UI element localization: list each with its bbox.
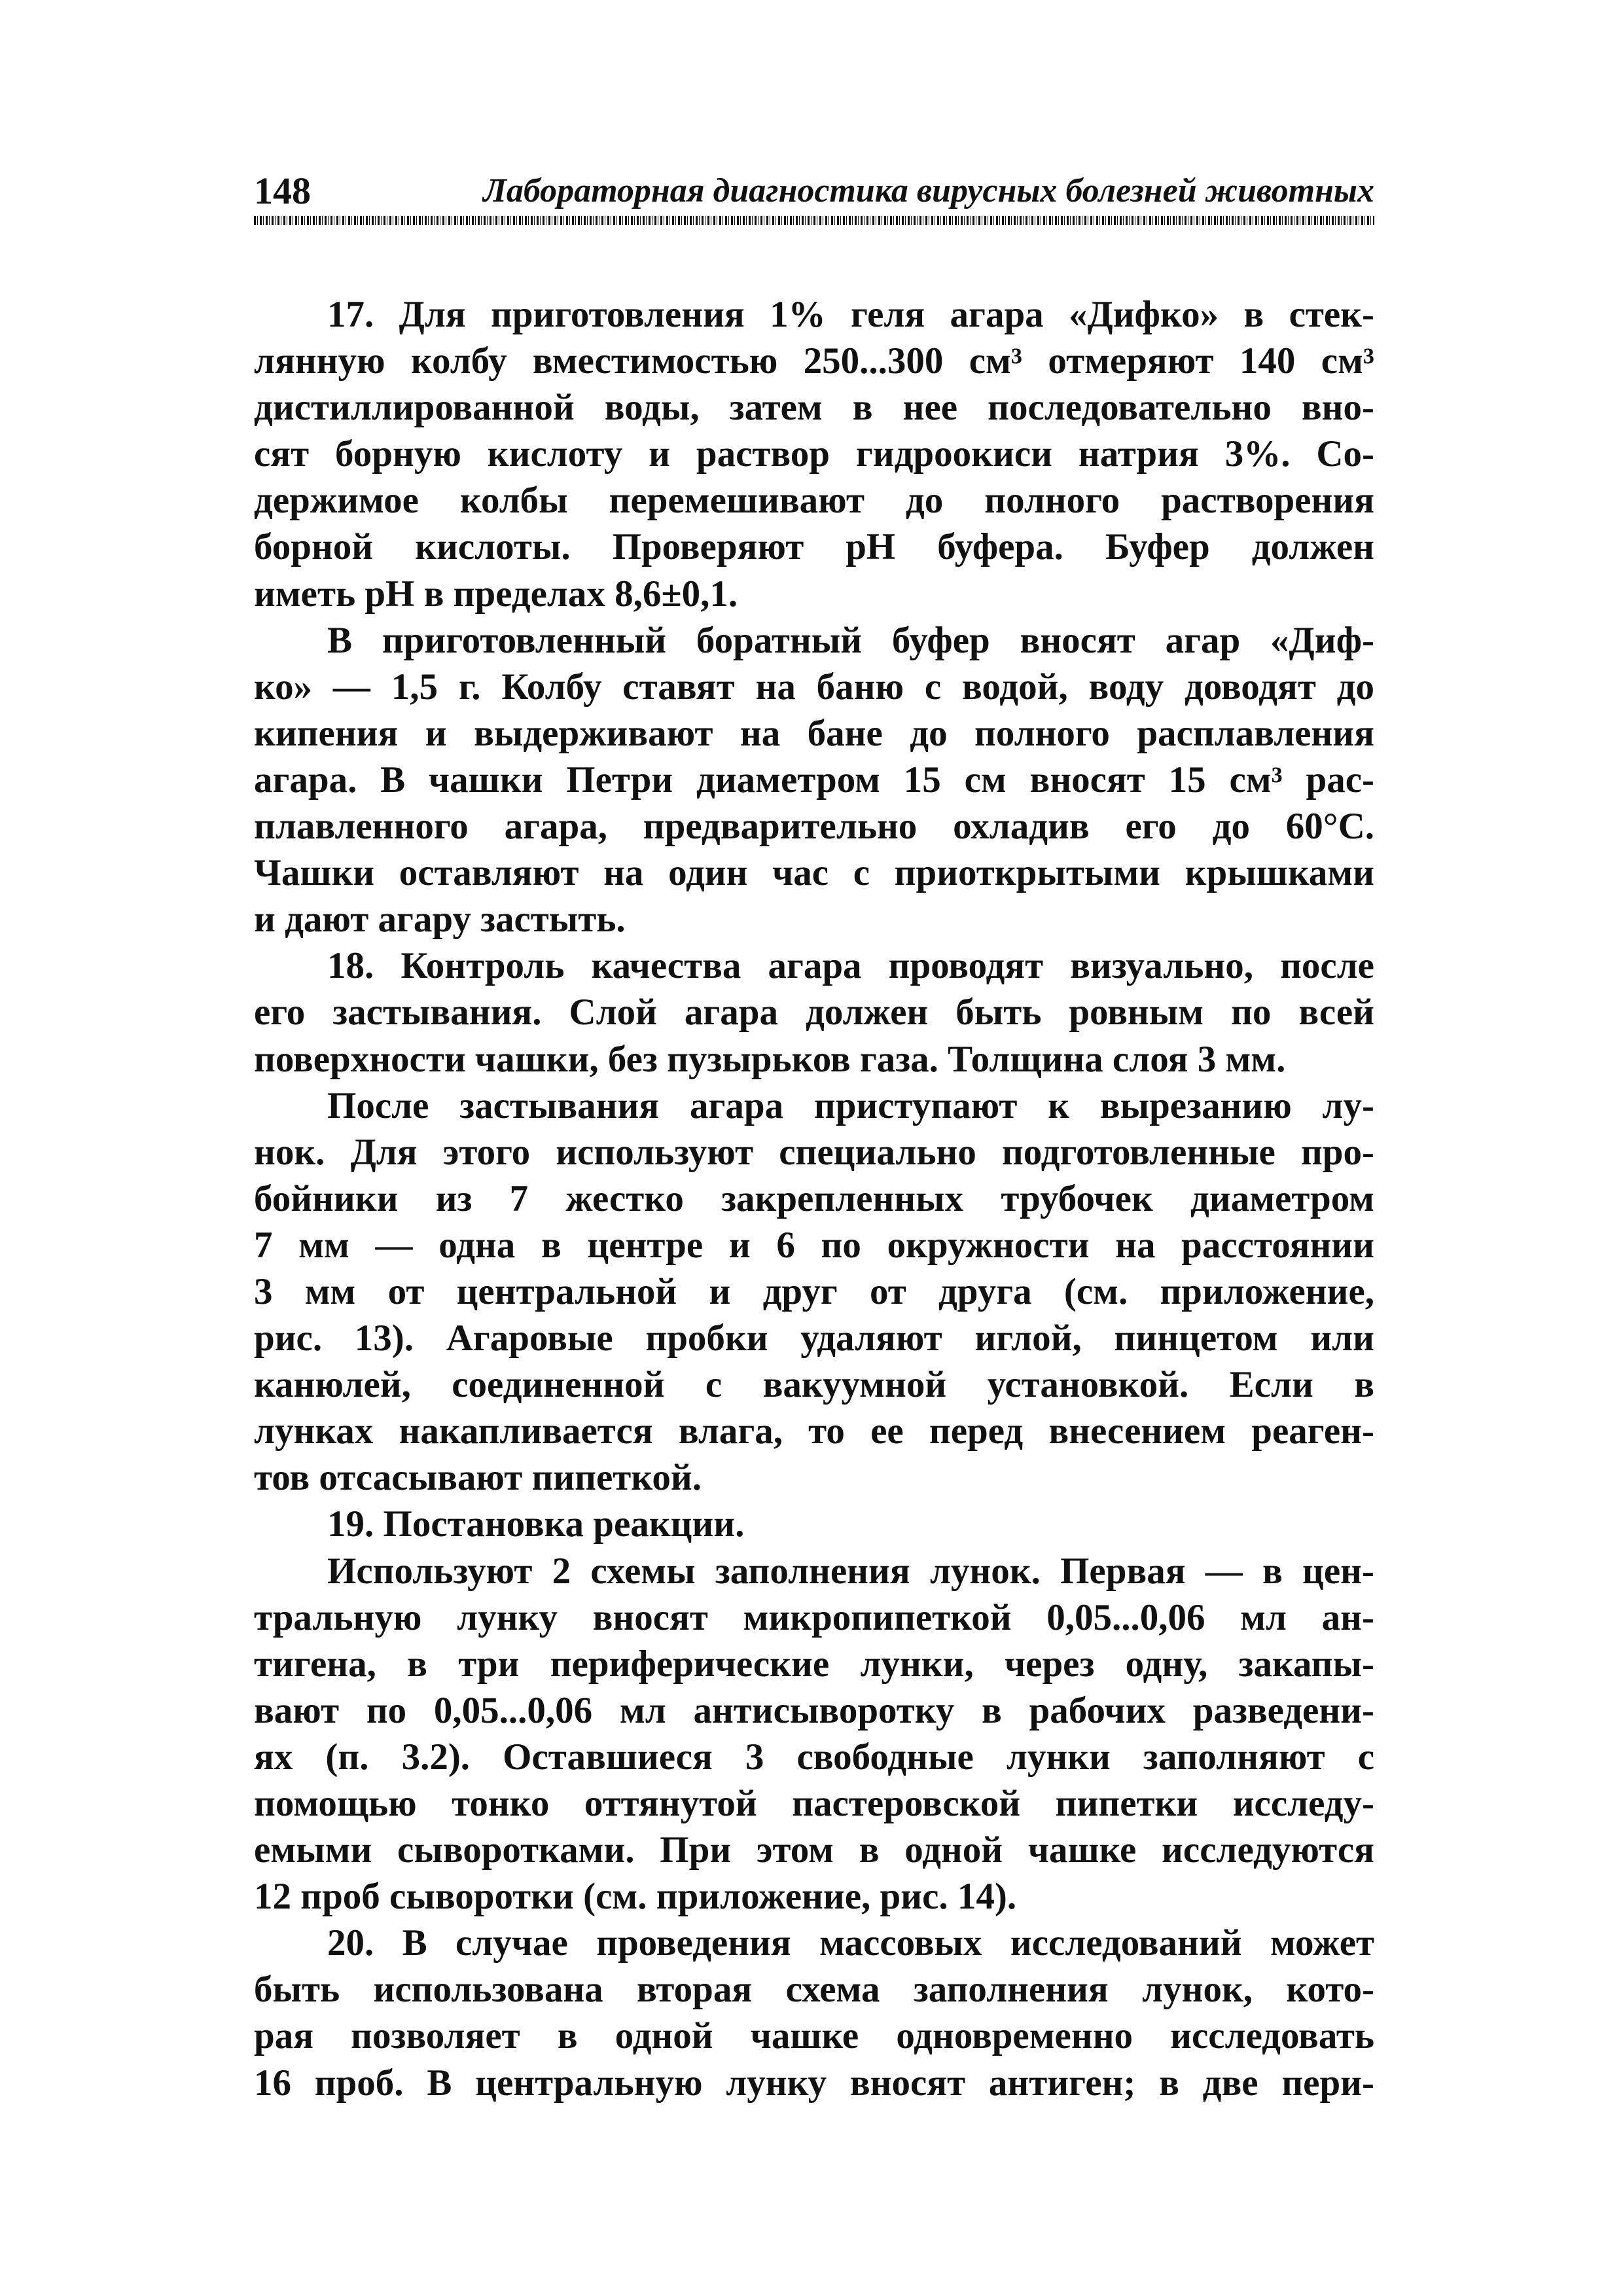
text-line: держимое колбы перемешивают до полного растворения bbox=[254, 480, 1374, 522]
text-line: канюлей, соединенной с вакуумной установкой. Если в bbox=[254, 1364, 1374, 1406]
text-line: помощью тонко оттянутой пастеровской пипетки исследу- bbox=[254, 1783, 1374, 1824]
text-line: 7 мм — одна в центре и 6 по окружности на расстоянии bbox=[254, 1224, 1374, 1266]
text-line: тов отсасывают пипеткой. bbox=[254, 1457, 702, 1499]
text-line: борной кислоты. Проверяют рН буфера. Буфер должен bbox=[254, 526, 1374, 568]
text-line: нок. Для этого используют специально подготовленные про- bbox=[254, 1131, 1374, 1173]
text-line: плавленного агара, предварительно охладив его до 60°С. bbox=[254, 806, 1374, 848]
text-line: рис. 13). Агаровые пробки удаляют иглой, пинцетом или bbox=[254, 1318, 1374, 1359]
text-line: 19. Постановка реакции. bbox=[327, 1503, 745, 1545]
text-line: В приготовленный боратный буфер вносят агар «Диф- bbox=[327, 619, 1374, 661]
text-line: иметь рН в пределах 8,6±0,1. bbox=[254, 573, 738, 615]
text-line: рая позволяет в одной чашке одновременно исследовать bbox=[254, 2015, 1374, 2057]
paragraph bbox=[254, 1548, 1374, 1920]
text-line: 20. В случае проведения массовых исследований может bbox=[327, 1922, 1374, 1964]
paragraph bbox=[254, 1501, 1374, 1547]
paragraph bbox=[254, 291, 1374, 617]
text-line: тигена, в три периферические лунки, через одну, закапы- bbox=[254, 1643, 1374, 1685]
text-line: его застывания. Слой агара должен быть ровным по всей bbox=[254, 992, 1374, 1033]
text-line: поверхности чашки, без пузырьков газа. Толщина слоя 3 мм. bbox=[254, 1038, 1286, 1080]
text-line: 17. Для приготовления 1% геля агара «Дифко» в стек- bbox=[327, 294, 1374, 335]
text-line: емыми сыворотками. При этом в одной чашке исследуются bbox=[254, 1829, 1374, 1871]
text-line: После застывания агара приступают к вырезанию лу- bbox=[327, 1085, 1374, 1126]
paragraph bbox=[254, 942, 1374, 1082]
text-line: бойники из 7 жестко закрепленных трубочек диаметром bbox=[254, 1177, 1374, 1219]
text-line: Чашки оставляют на один час с приоткрытыми крышками bbox=[254, 852, 1374, 894]
paragraph bbox=[254, 617, 1374, 943]
text-line: вают по 0,05...0,06 мл антисыворотку в рабочих разведени- bbox=[254, 1689, 1374, 1731]
text-line: лянную колбу вместимостью 250...300 см³ отмеряют 140 см³ bbox=[254, 340, 1374, 382]
page-number: 148 bbox=[254, 170, 311, 212]
text-line: сят борную кислоту и раствор гидроокиси натрия 3%. Со- bbox=[254, 433, 1374, 475]
text-line: агара. В чашки Петри диаметром 15 см вносят 15 см³ рас- bbox=[254, 759, 1374, 800]
text-line: 16 проб. В центральную лунку вносят антиген; в две пери- bbox=[254, 2062, 1374, 2104]
text-line: и дают агару застыть. bbox=[254, 899, 626, 941]
text-line: 3 мм от центральной и друг от друга (см. приложение, bbox=[254, 1270, 1374, 1312]
paragraph bbox=[254, 1083, 1374, 1501]
page-header bbox=[254, 171, 1374, 211]
text-line: кипения и выдерживают на бане до полного расплавления bbox=[254, 712, 1374, 754]
text-line: 18. Контроль качества агара проводят визуально, после bbox=[327, 945, 1374, 987]
body-text bbox=[254, 291, 1374, 2106]
text-line: быть использована вторая схема заполнения лунок, кото- bbox=[254, 1969, 1374, 2011]
paragraph bbox=[254, 1920, 1374, 2106]
text-line: тральную лунку вносят микропипеткой 0,05...0,06 мл ан- bbox=[254, 1596, 1374, 1638]
text-line: лунках накапливается влага, то ее перед внесением реаген- bbox=[254, 1410, 1374, 1452]
header-rule bbox=[254, 216, 1374, 225]
text-line: ко» — 1,5 г. Колбу ставят на баню с водой, воду доводят до bbox=[254, 666, 1374, 708]
running-title: Лабораторная диагностика вирусных болезней животных bbox=[483, 172, 1374, 209]
text-line: 12 проб сыворотки (см. приложение, рис. 14). bbox=[254, 1876, 1017, 1918]
text-line: дистиллированной воды, затем в нее последовательно вно- bbox=[254, 387, 1374, 429]
text-line: Используют 2 схемы заполнения лунок. Первая — в цен- bbox=[327, 1550, 1374, 1592]
text-line: ях (п. 3.2). Оставшиеся 3 свободные лунки заполняют с bbox=[254, 1736, 1374, 1778]
